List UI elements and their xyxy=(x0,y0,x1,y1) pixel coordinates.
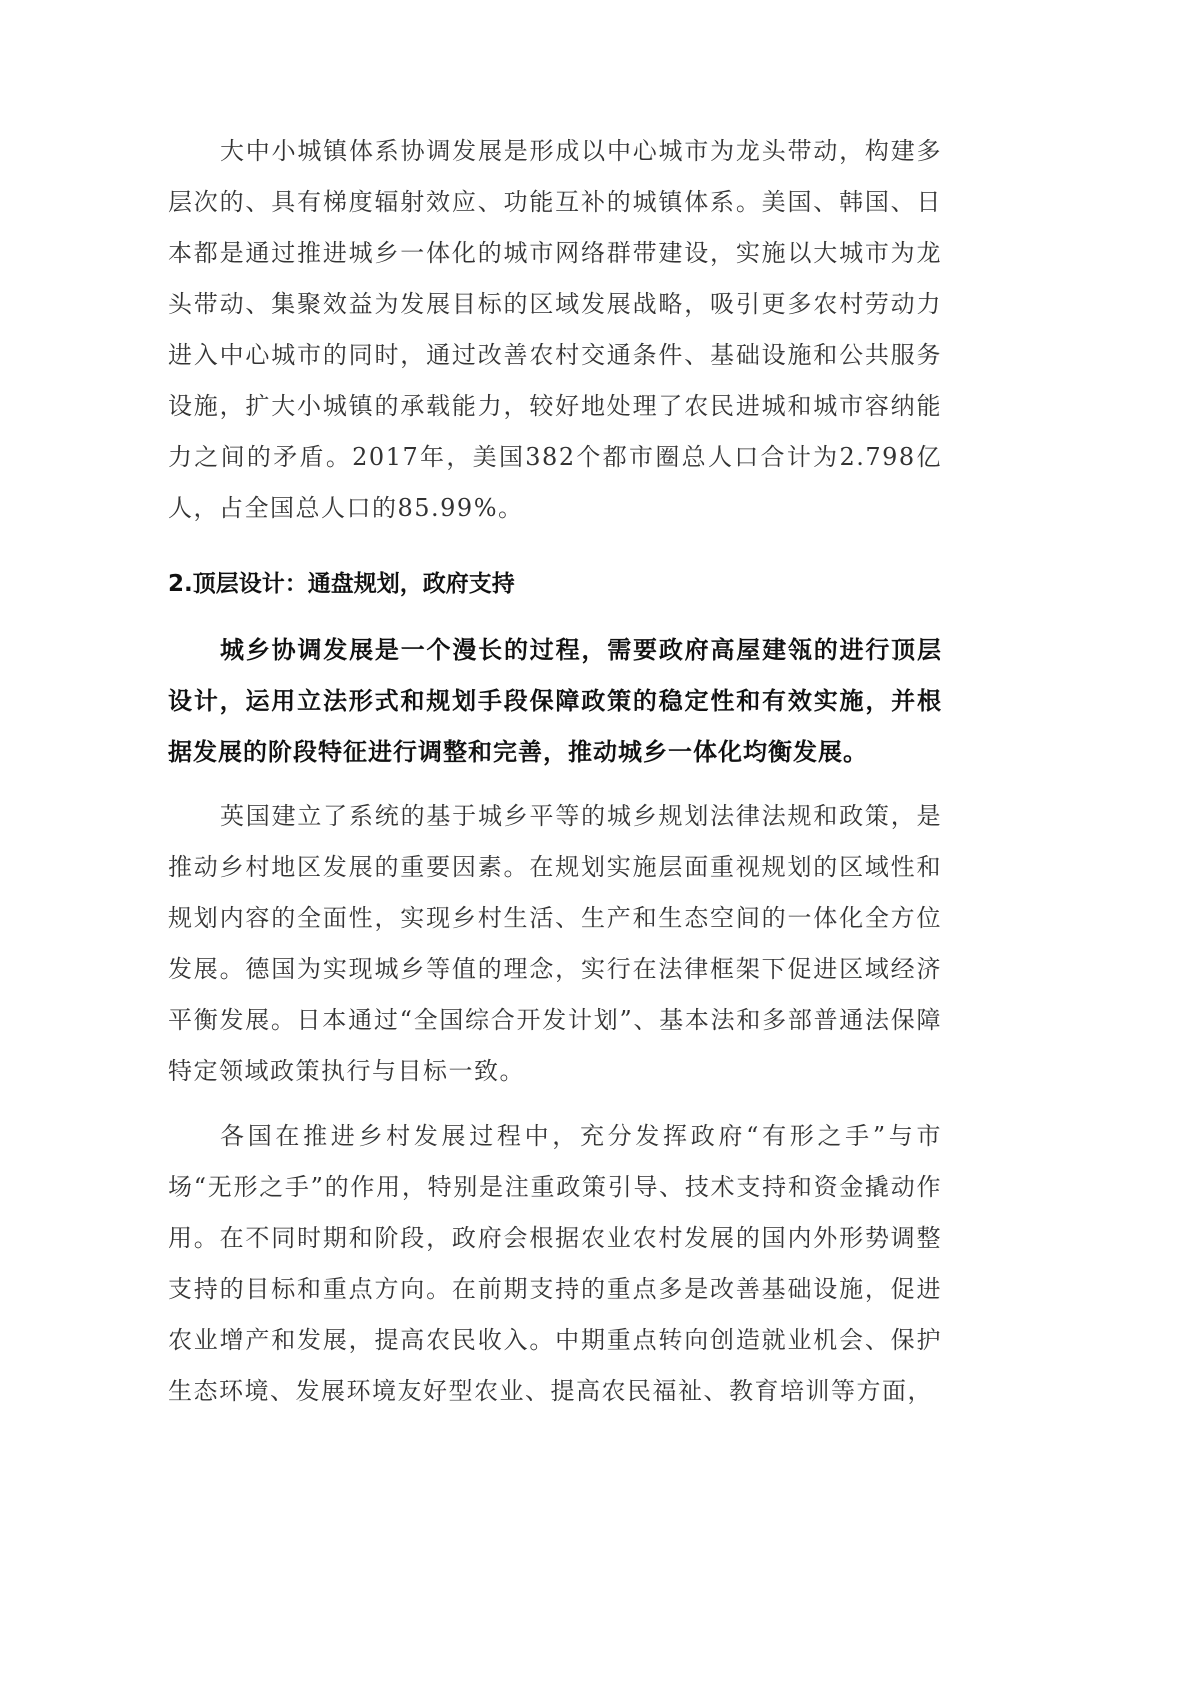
document-page xyxy=(168,126,942,1417)
spacer xyxy=(168,534,942,559)
paragraph-government-market: 各国在推进乡村发展过程中，充分发挥政府“有形之手”与市场“无形之手”的作用，特别是注重政策引导、技术支持和资金撬动作用。在不同时期和阶段，政府会根据农业农村发展的国内外形势调整支持的目标和重点方向。在前期支持的重点多是改善基础设施，促进农业增产和发展，提高农民收入。中期重点转向创造就业机会、保护生态环境、发展环境友好型农业、提高农民福祉、教育培训等方面， xyxy=(168,1122,942,1405)
paragraph-urban-system: 大中小城镇体系协调发展是形成以中心城市为龙头带动，构建多层次的、具有梯度辐射效应、功能互补的城镇体系。美国、韩国、日本都是通过推进城乡一体化的城市网络群带建设，实施以大城市为龙头带动、集聚效益为发展目标的区域发展战略，吸引更多农村劳动力进入中心城市的同时，通过改善农村交通条件、基础设施和公共服务设施，扩大小城镇的承载能力，较好地处理了农民进城和城市容纳能力之间的矛盾。2017年，美国382个都市圈总人口合计为2.798亿人，占全国总人口的85.99%。 xyxy=(168,137,942,522)
spacer xyxy=(168,1097,942,1111)
paragraph-uk-germany-japan: 英国建立了系统的基于城乡平等的城乡规划法律法规和政策，是推动乡村地区发展的重要因素。在规划实施层面重视规划的区域性和规划内容的全面性，实现乡村生活、生产和生态空间的一体化全方位发展。德国为实现城乡等值的理念，实行在法律框架下促进区域经济平衡发展。日本通过“全国综合开发计划”、基本法和多部普通法保障特定领域政策执行与目标一致。 xyxy=(168,802,942,1085)
spacer xyxy=(168,777,942,791)
spacer xyxy=(168,610,942,624)
section-heading: 2.顶层设计：通盘规划，政府支持 xyxy=(168,571,515,597)
key-paragraph: 城乡协调发展是一个漫长的过程，需要政府高屋建瓴的进行顶层设计，运用立法形式和规划手段保障政策的稳定性和有效实施，并根据发展的阶段特征进行调整和完善，推动城乡一体化均衡发展。 xyxy=(168,635,942,766)
